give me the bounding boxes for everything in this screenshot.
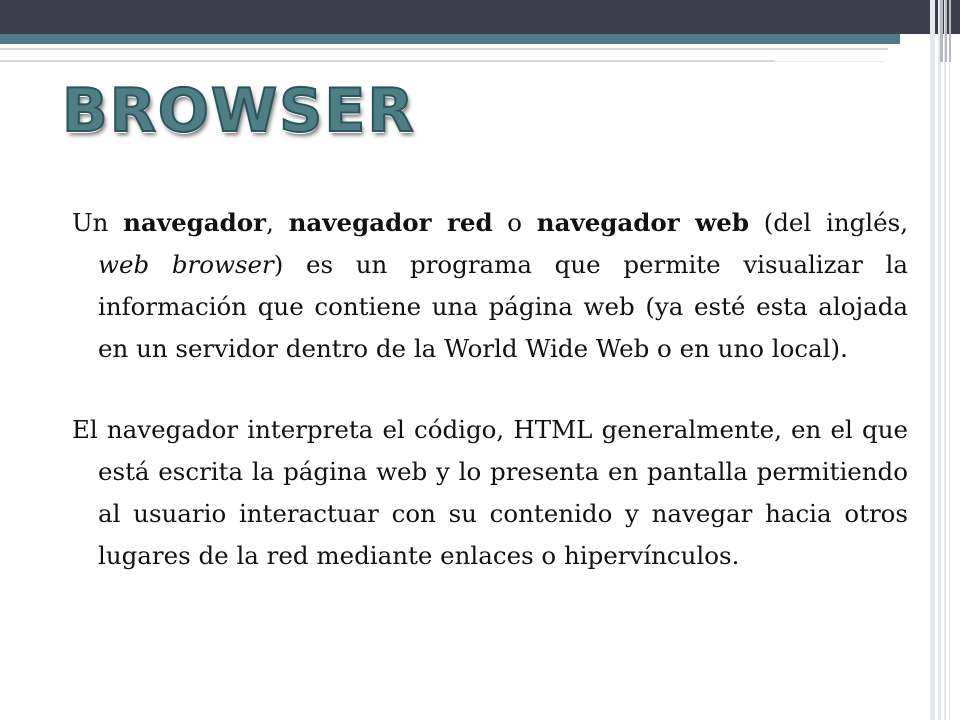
term-navegador: navegador [123,208,267,237]
decorative-corner-lines [940,0,952,62]
decorative-rule [0,48,888,50]
text-run: , [266,208,289,237]
decorative-vertical-lines [930,0,960,720]
accent-band [0,34,900,44]
decorative-rule [775,61,885,62]
term-navegador-red: navegador red [288,208,493,237]
text-run: o [492,208,537,237]
text-run: ) es un programa que permite visualizar la información que contiene una página web (ya esté esta alojada en un servidor dentro de la World Wide Web o en uno local). [98,250,908,363]
text-run: (del inglés, [748,208,908,237]
text-run: Un [72,208,124,237]
paragraph-definition [72,202,908,370]
slide-title: BROWSER [62,76,416,146]
decorative-rule [0,60,775,62]
term-web-browser: web browser [98,250,274,279]
slide-body [72,202,908,616]
paragraph-function: El navegador interpreta el código, HTML generalmente, en el que está escrita la página web y lo presenta en pantalla permitiendo al usuario interactuar con su contenido y navegar hacia otros lugares de la red mediante enlaces o hipervínculos. [72,415,908,570]
header-band [0,0,960,34]
term-navegador-web: navegador web [536,208,749,237]
